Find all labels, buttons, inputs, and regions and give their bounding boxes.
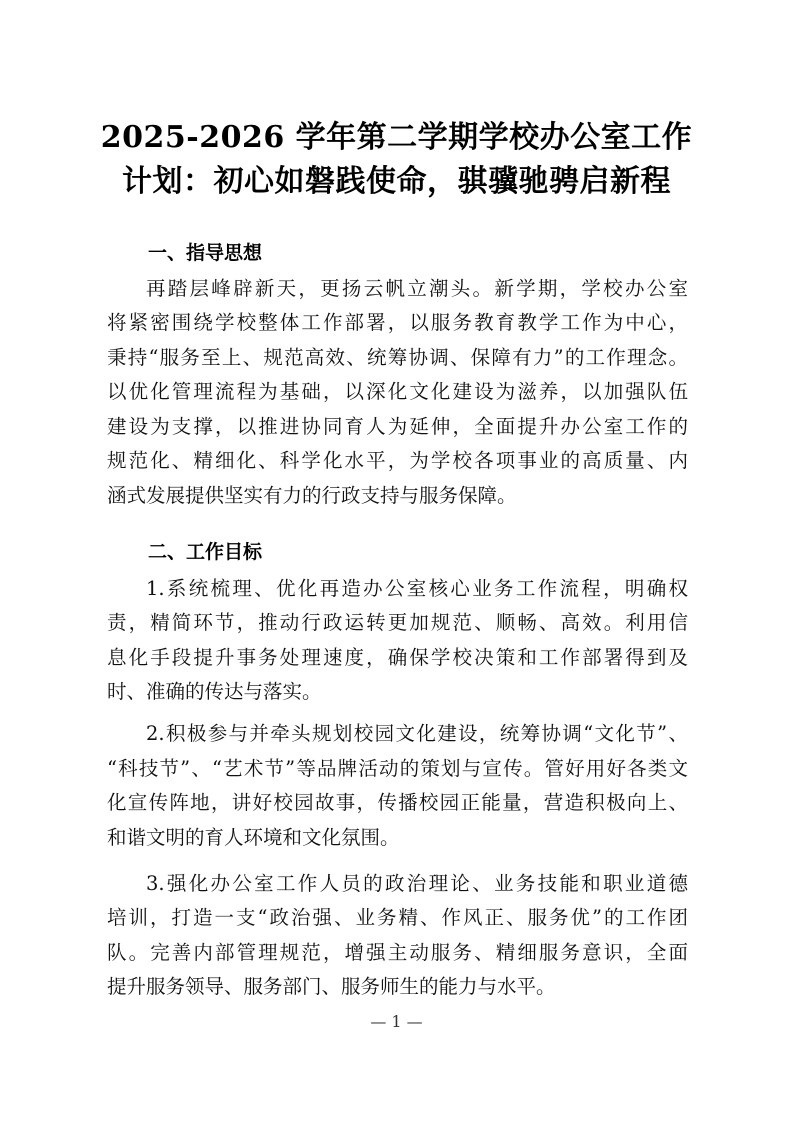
paragraph-line: 规范化、精细化、科学化水平，为学校各项事业的高质量、内 xyxy=(107,449,688,472)
paragraph-line: 1.系统梳理、优化再造办公室核心业务工作流程，明确权 xyxy=(146,577,688,600)
paragraph-line: 秉持“服务至上、规范高效、统筹协调、保障有力”的工作理念。 xyxy=(107,346,688,369)
paragraph-line: 化宣传阵地，讲好校园故事，传播校园正能量，营造积极向上、 xyxy=(107,791,688,814)
paragraph-line: 建设为支撑，以推进协同育人为延伸，全面提升办公室工作的 xyxy=(107,415,688,438)
paragraph-line: 涵式发展提供坚实有力的行政支持与服务保障。 xyxy=(107,484,517,507)
paragraph-line: 2.积极参与并牵头规划校园文化建设，统筹协调“文化节”、 xyxy=(146,722,688,745)
paragraph-line: 队。完善内部管理规范，增强主动服务、精细服务意识，全面 xyxy=(107,941,688,964)
paragraph-line: 息化手段提升事务处理速度，确保学校决策和工作部署得到及 xyxy=(107,646,688,669)
section-heading-work-goals: 二、工作目标 xyxy=(148,541,263,563)
paragraph-line: 提升服务领导、服务部门、服务师生的能力与水平。 xyxy=(107,975,556,998)
paragraph-line: 将紧密围绕学校整体工作部署，以服务教育教学工作为中心， xyxy=(107,311,688,334)
paragraph-line: “科技节”、“艺术节”等品牌活动的策划与宣传。管好用好各类文 xyxy=(107,757,688,780)
document-title-line-2: 计划：初心如磐践使命，骐骥驰骋启新程 xyxy=(122,164,671,199)
paragraph-line: 责，精简环节，推动行政运转更加规范、顺畅、高效。利用信 xyxy=(107,611,688,634)
page-number: — 1 — xyxy=(370,1012,423,1031)
section-heading-guiding-ideology: 一、指导思想 xyxy=(148,242,263,264)
paragraph-line: 和谐文明的育人环境和文化氛围。 xyxy=(107,826,400,849)
paragraph-line: 再踏层峰辟新天，更扬云帆立潮头。新学期，学校办公室 xyxy=(146,277,688,300)
paragraph-line: 3.强化办公室工作人员的政治理论、业务技能和职业道德 xyxy=(146,872,688,895)
document-title-line-1: 2025-2026 学年第二学期学校办公室工作 xyxy=(100,120,693,155)
paragraph-line: 培训，打造一支“政治强、业务精、作风正、服务优”的工作团 xyxy=(107,906,688,929)
paragraph-line: 以优化管理流程为基础，以深化文化建设为滋养，以加强队伍 xyxy=(107,380,688,403)
paragraph-line: 时、准确的传达与落实。 xyxy=(107,680,322,703)
